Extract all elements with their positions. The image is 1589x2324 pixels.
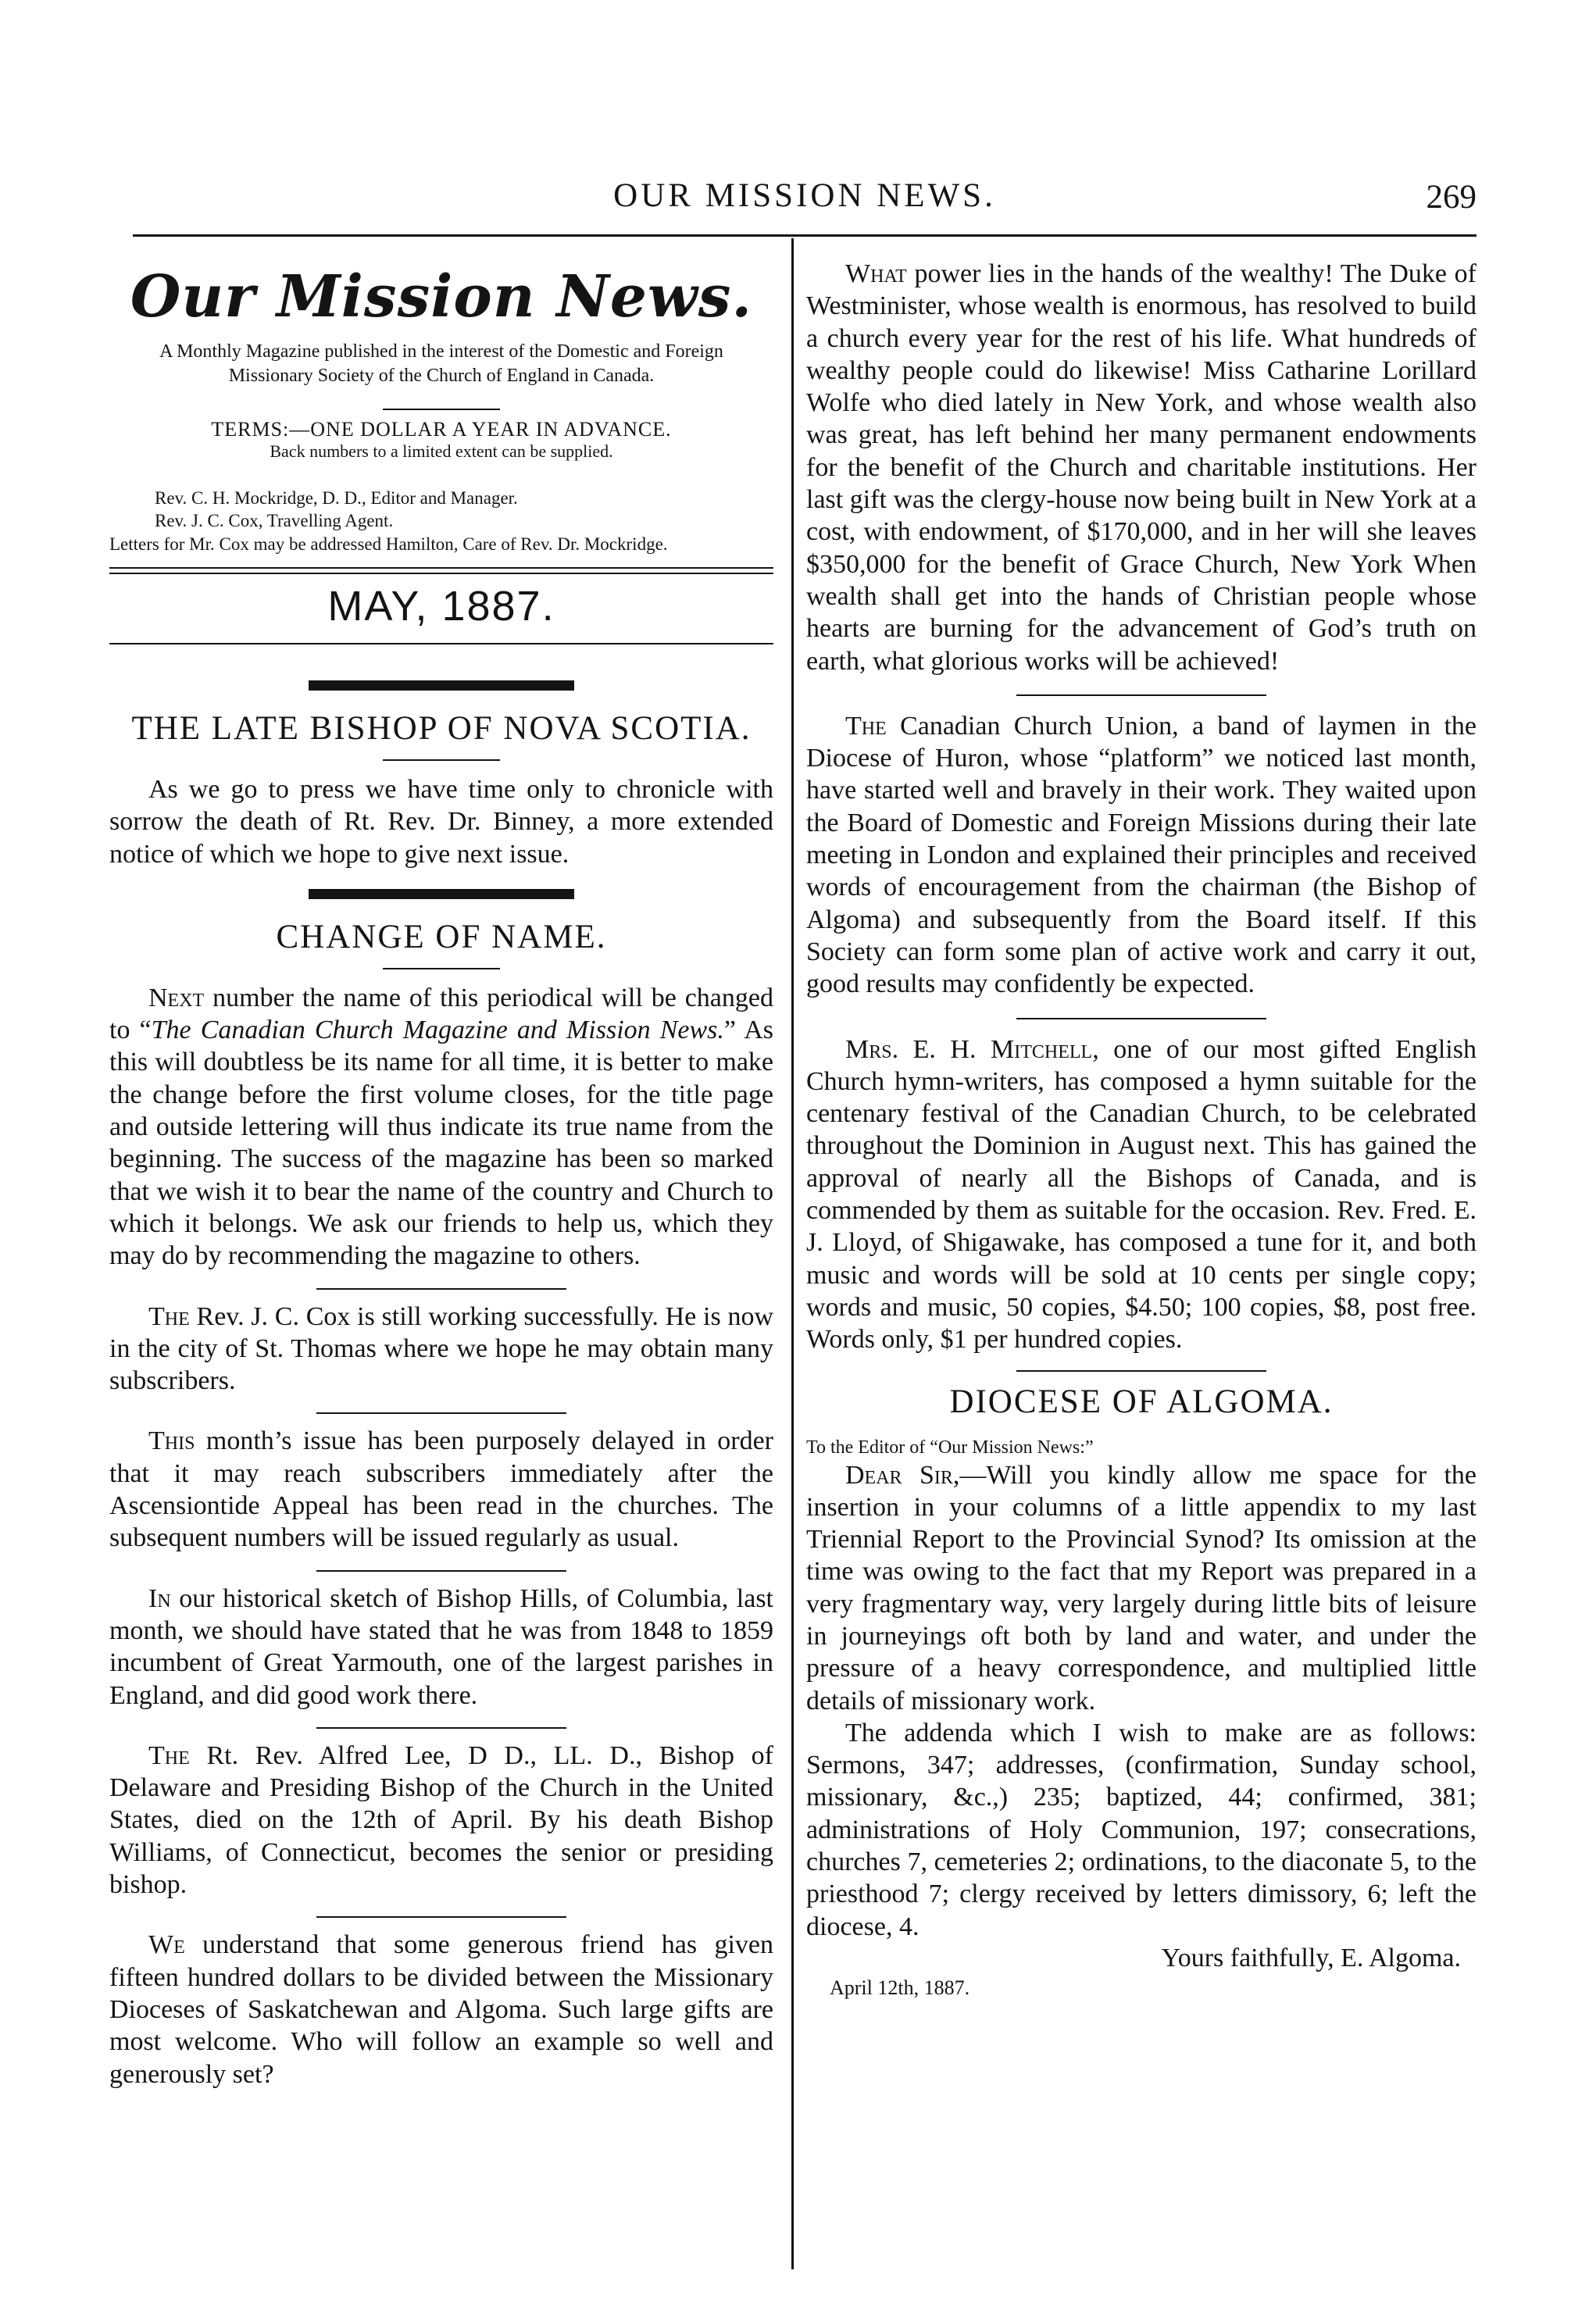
delay-paragraph	[109, 1425, 773, 1554]
lee-paragraph	[109, 1740, 773, 1901]
running-head	[133, 177, 1477, 223]
masthead-rule	[383, 409, 500, 410]
name-heading: CHANGE OF NAME.	[276, 918, 607, 955]
cox-paragraph	[109, 1301, 773, 1398]
lead-word: The	[845, 711, 887, 741]
terms-note: Back numbers to a limited extent can be supplied.	[270, 441, 613, 461]
text-run: —Will you kindly allow me space for the insertion in your columns of a little appendix to my last Triennial Report to the Provincial Synod? Its omission at the time was owing to the fact that my Report was prepared in a very fragmentary way, very largely during little bits of leisure in journeyings oft both by land and water, and under the pressure of a heavy correspondence, and multiplied little details of missionary work.	[806, 1460, 1477, 1715]
subscription-terms: TERMS:—ONE DOLLAR A YEAR IN ADVANCE.	[211, 418, 672, 441]
wealth-paragraph	[806, 258, 1477, 677]
letter-address: To the Editor of “Our Mission News:”	[806, 1437, 1094, 1458]
bishop-heading: THE LATE BISHOP OF NOVA SCOTIA.	[131, 710, 752, 747]
lead-word: This	[148, 1426, 195, 1456]
masthead-title: Our Mission News.	[130, 263, 753, 330]
name-paragraph	[109, 982, 773, 1273]
lead-word: In	[148, 1583, 171, 1613]
algoma-heading: DIOCESE OF ALGOMA.	[949, 1383, 1334, 1420]
text-run: Rt. Rev. Alfred Lee, D D., LL. D., Bishop of Delaware and Presiding Bishop of the Church in the United States, died on the 12th of April. By his death Bishop Williams, of Connecticut, becomes the senior or presiding bishop.	[109, 1740, 773, 1900]
lead-word: The	[148, 1740, 190, 1770]
lead-word: Mrs. E. H. Mitchell,	[845, 1034, 1099, 1064]
gift-paragraph	[109, 1929, 773, 2090]
left-column	[109, 238, 773, 2090]
text-run: Canadian Church Union, a band of laymen in the Diocese of Huron, whose “platform” we noticed last month, have started well and bravely in their work. They waited upon the Board of Domestic and Foreign Missions during their late meeting in London and explained their principles and received words of encouragement from the chairman (the Bishop of Algoma) and subsequently from the Board itself. If this Society can form some plan of active work and carry it out, good results may confidently be expected.	[806, 711, 1477, 999]
text-run: one of our most gifted English Church hymn-writers, has composed a hymn suitable for the centenary festival of the Canadian Church, to be celebrated throughout the Dominion in August next. This has gained the approval of nearly all the Bishops of Canada, and is commended by them as suitable for the occasion. Rev. Fred. E. J. Lloyd, of Shigawake, has composed a tune for it, and both music and words will be sold at 10 cents per single copy; words and music, 50 copies, $4.50; 100 copies, $8, post free. Words only, $1 per hundred copies.	[806, 1034, 1477, 1355]
right-column	[806, 258, 1477, 2002]
text-run: number the name of this periodical will be changed to “	[109, 983, 773, 1045]
section-bar	[309, 680, 574, 691]
text-run: our historical sketch of Bishop Hills, of Columbia, last month, we should have stated that he was from 1848 to 1859 incumbent of Great Yarmouth, one of the largest parishes in England, and did good work there.	[109, 1583, 773, 1710]
section-rule	[383, 968, 500, 969]
section-rule	[1016, 694, 1266, 696]
section-rule	[316, 1916, 566, 1918]
header-rule	[133, 234, 1477, 237]
text-run: understand that some generous friend has given fifteen hundred dollars to be divided between the Missionary Dioceses of Saskatchewan and Algoma. Such large gifts are most welcome. Who will follow an example so well and generously set?	[109, 1930, 773, 2089]
text-run: month’s issue has been purposely delayed in order that it may reach subscribers immediately after the Ascensiontide Appeal has been read in the churches. The subsequent numbers will be issued regularly as usual.	[109, 1426, 773, 1553]
signature: Yours faithfully, E. Algoma.	[1161, 1943, 1461, 1972]
section-rule	[316, 1570, 566, 1572]
letters-note: Letters for Mr. Cox may be addressed Hamilton, Care of Rev. Dr. Mockridge.	[109, 534, 668, 554]
issue-date: MAY, 1887.	[327, 583, 555, 630]
section-rule	[316, 1412, 566, 1414]
lead-word: What	[845, 259, 907, 288]
section-rule	[383, 759, 500, 761]
page-number: 269	[1426, 179, 1477, 216]
salutation: Dear Sir,	[845, 1460, 960, 1490]
running-title: OUR MISSION NEWS.	[613, 177, 996, 214]
column-divider	[791, 238, 794, 2269]
section-rule	[316, 1288, 566, 1290]
section-rule	[1016, 1370, 1266, 1372]
text-run: power lies in the hands of the wealthy! The Duke of Westminister, whose wealth is enormous, has resolved to build a church every year for the rest of his life. What hundreds of wealthy people could do likewise! Miss Catharine Lorillard Wolfe who died lately in New York, and whose wealth also was great, has left behind her many permanent endowments for the benefit of the Church and charitable institutions. Her last gift was the clergy-house now being built in New York at a cost, with endowment, of $170,000, and in her will she leaves $350,000 for the benefit of Grace Church, New York When wealth shall get into the hands of Christian people whose hearts are burning for the advancement of God’s truth on earth, what glorious works will be achieved!	[806, 259, 1477, 676]
date-rule-bottom	[109, 643, 773, 644]
algoma-paragraph	[806, 1459, 1477, 1717]
lead-word: Next	[148, 983, 205, 1012]
lead-word: The	[148, 1301, 190, 1331]
section-rule	[1016, 1018, 1266, 1019]
agent-line: Rev. J. C. Cox, Travelling Agent.	[155, 511, 394, 530]
text-run: ” As this will doubtless be its name for all time, it is better to make the change before the first volume closes, for the title page and outside lettering will thus indicate its true name from the beginning. The success of the magazine has been so marked that we wish it to bear the name of the country and Church to which it belongs. We ask our friends to help us, which they may do by recommending the magazine to others.	[109, 1016, 774, 1271]
addenda-paragraph: The addenda which I wish to make are as follows: Sermons, 347; addresses, (confirmation, Sunday school, missionary, &c.,) 235; baptized, 44; confirmed, 381; administrations of Holy Communion, 197; consecrations, churches 7, cemeteries 2; ordinations, to the diaconate 5, to the priesthood 7; clergy received by letters dimissory, 6; left the diocese, 4.	[806, 1718, 1477, 1941]
magazine-title: The Canadian Church Magazine and Mission News.	[151, 1016, 724, 1045]
hymn-paragraph	[806, 1033, 1477, 1356]
bishop-paragraph: As we go to press we have time only to chronicle with sorrow the death of Rt. Rev. Dr. Binney, a more extended notice of which we hope to give next issue.	[109, 775, 773, 869]
union-paragraph	[806, 710, 1477, 1001]
masthead-subtitle: A Monthly Magazine published in the interest of the Domestic and Foreign Missionary Society of the Church of England in Canada.	[159, 341, 723, 386]
lead-word: We	[148, 1930, 185, 1960]
editor-line: Rev. C. H. Mockridge, D. D., Editor and Manager.	[155, 488, 518, 508]
hills-paragraph	[109, 1583, 773, 1712]
section-rule	[316, 1727, 566, 1729]
date-rule-top	[109, 567, 773, 574]
section-bar	[309, 889, 574, 899]
text-run: Rev. J. C. Cox is still working successfully. He is now in the city of St. Thomas where we hope he may obtain many subscribers.	[109, 1301, 773, 1396]
letter-date: April 12th, 1887.	[830, 1976, 970, 1999]
